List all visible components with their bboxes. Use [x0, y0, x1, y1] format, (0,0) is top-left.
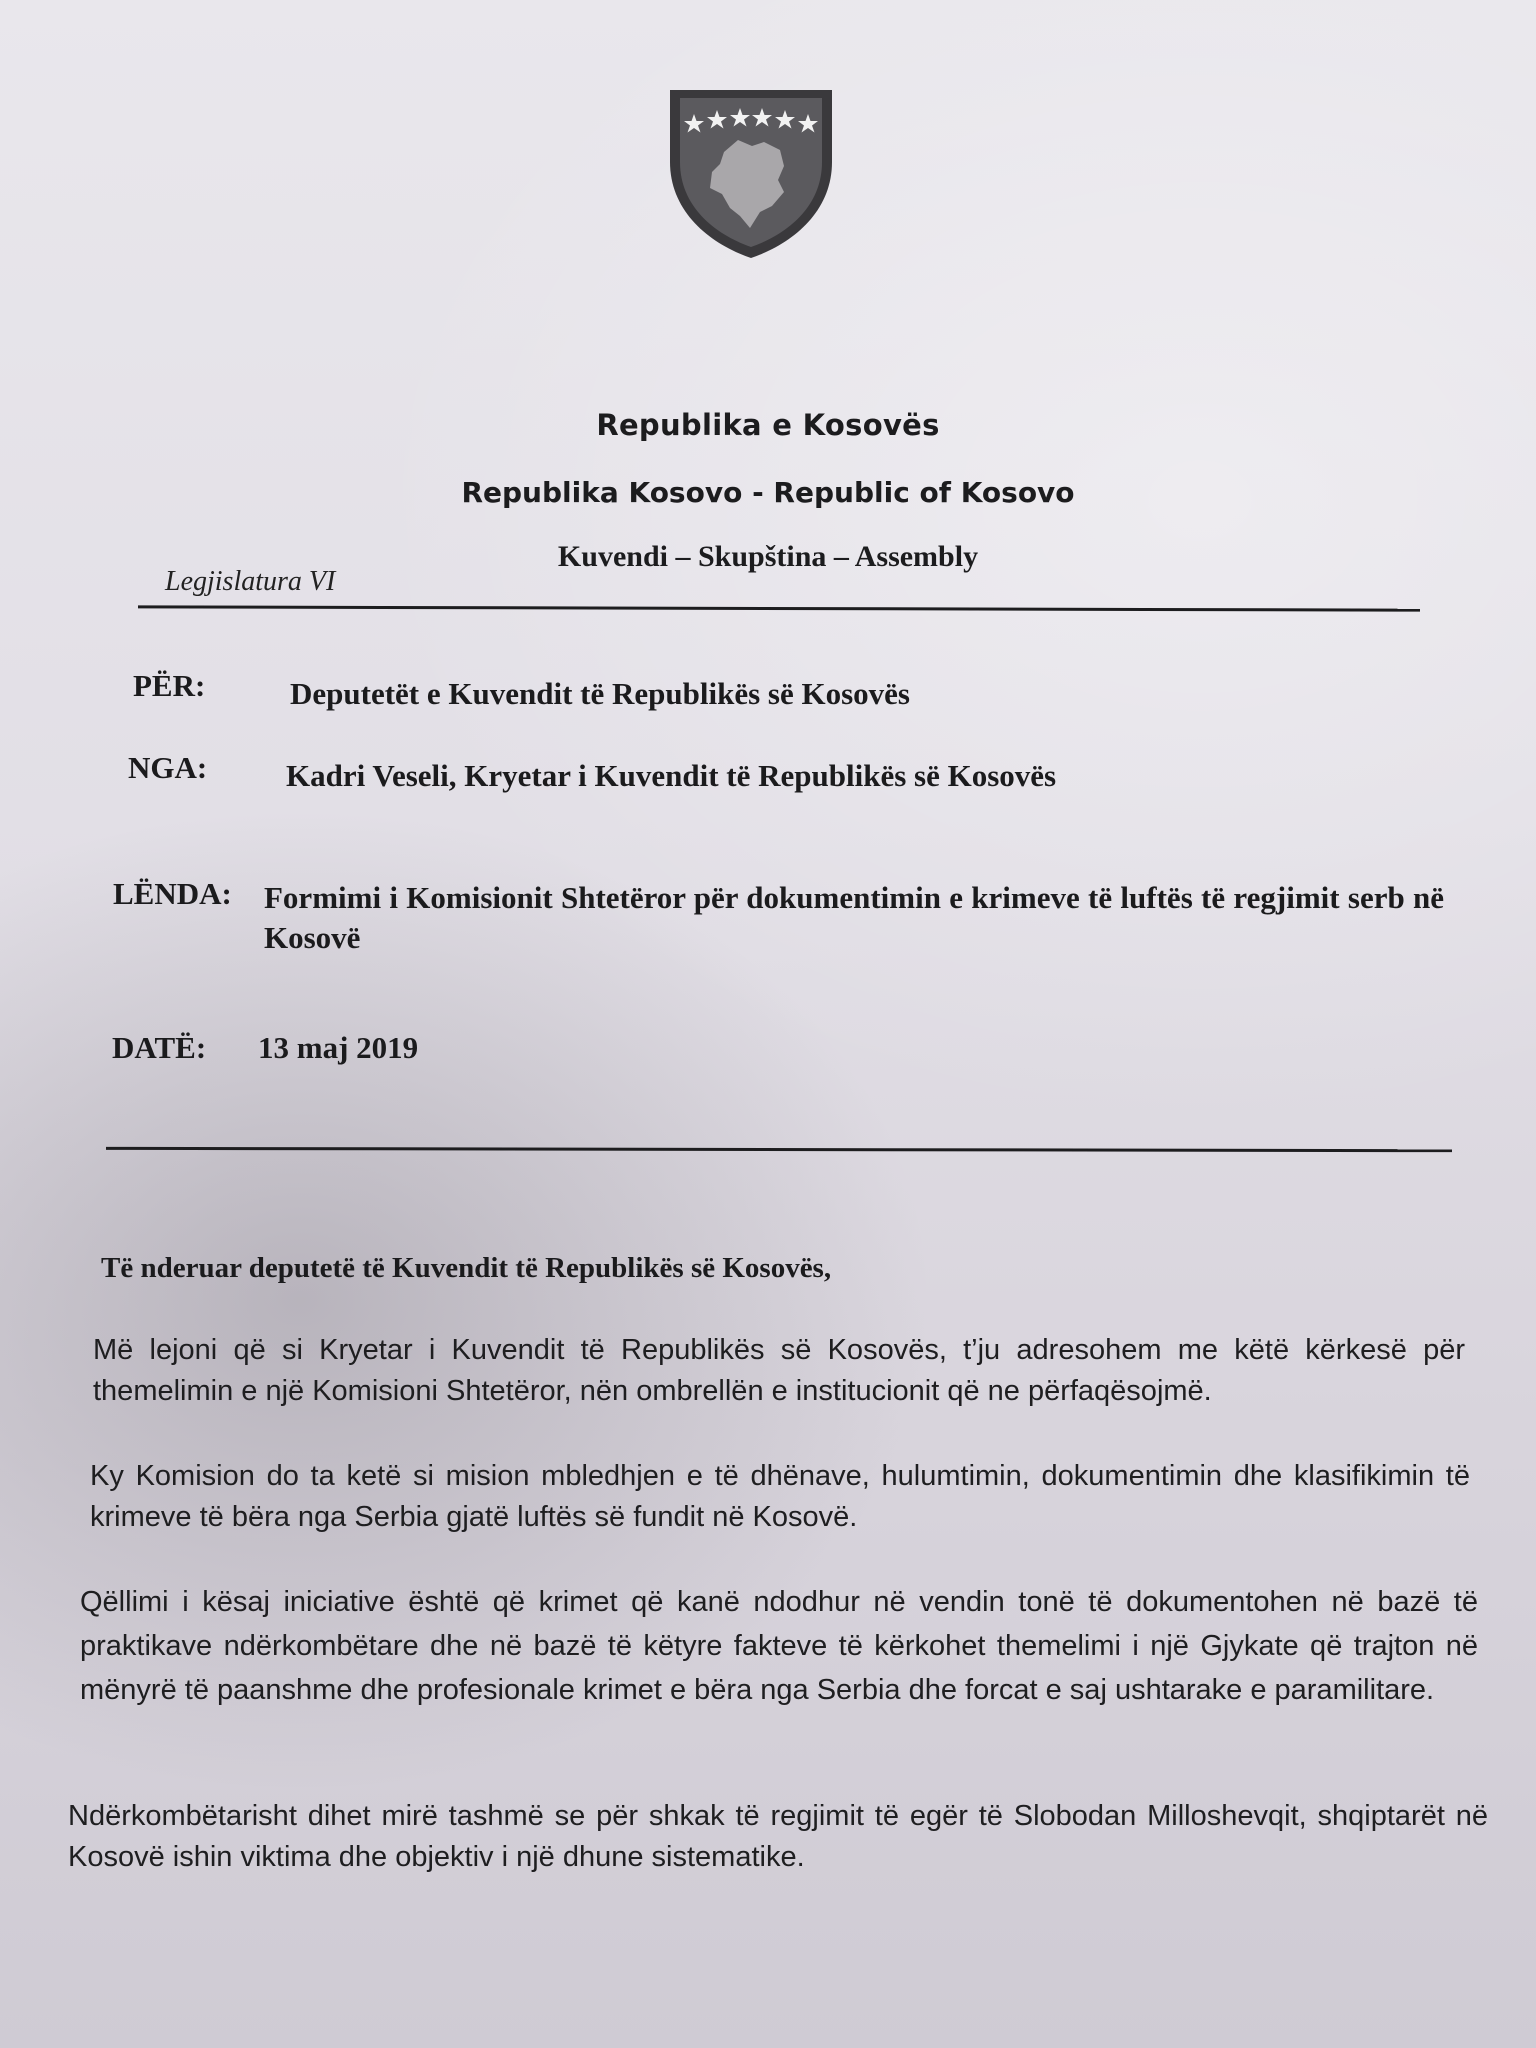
from-value: Kadri Veseli, Kryetar i Kuvendit të Republikës së Kosovës — [286, 758, 1057, 793]
salutation: Të nderuar deputetë të Kuvendit të Republikës së Kosovës, — [101, 1252, 832, 1284]
to-label: PËR: — [133, 668, 206, 703]
legislature-label: Legjislatura VI — [165, 566, 336, 597]
subject-value: Formimi i Komisionit Shtetëror për dokumentimin e krimeve të luftës të regjimit serb në Kosovë — [264, 880, 1444, 955]
date-label: DATË: — [112, 1030, 207, 1065]
body-paragraph-4: Ndërkombëtarisht dihet mirë tashmë se për shkak të regjimit të egër të Slobodan Milloshevqit, shqiptarët në Kosovë ishin viktima dhe objektiv i një dhune sistematike. — [68, 1800, 1488, 1873]
date-value: 13 maj 2019 — [258, 1030, 419, 1065]
memo-divider — [106, 1147, 1452, 1152]
header-assembly: Kuvendi – Skupština – Assembly — [557, 540, 979, 573]
body-paragraph-3: Qëllimi i kësaj iniciative është që krimet që kanë ndodhur në vendin tonë të dokumentohen në bazë të praktikave ndërkombëtare dhe në bazë të këtyre fakteve të kërkohet themelimi i një Gjykate që trajton në mënyrë të paanshme dhe profesionale krimet e bëra nga Serbia dhe forcat e saj ushtarake e paramilitare. — [80, 1586, 1478, 1706]
body-paragraph-2: Ky Komision do ta ketë si mision mbledhjen e të dhënave, hulumtimin, dokumentimin dhe klasifikimin të krimeve të bëra nga Serbia gjatë luftës së fundit në Kosovë. — [90, 1460, 1470, 1533]
body-paragraph-1: Më lejoni që si Kryetar i Kuvendit të Republikës së Kosovës, t’ju adresohem me këtë kërkesë për themelimin e një Komisioni Shtetëror, nën ombrellën e institucionit që ne përfaqësojmë. — [93, 1334, 1465, 1407]
subject-label: LËNDA: — [113, 876, 232, 911]
header-republic-albanian: Republika e Kosovës — [596, 408, 940, 442]
kosovo-coat-of-arms-icon — [664, 84, 838, 262]
header-republic-multilingual: Republika Kosovo - Republic of Kosovo — [461, 476, 1075, 509]
header-divider — [138, 605, 1420, 611]
from-label: NGA: — [128, 750, 208, 785]
to-value: Deputetët e Kuvendit të Republikës së Kosovës — [290, 676, 910, 711]
